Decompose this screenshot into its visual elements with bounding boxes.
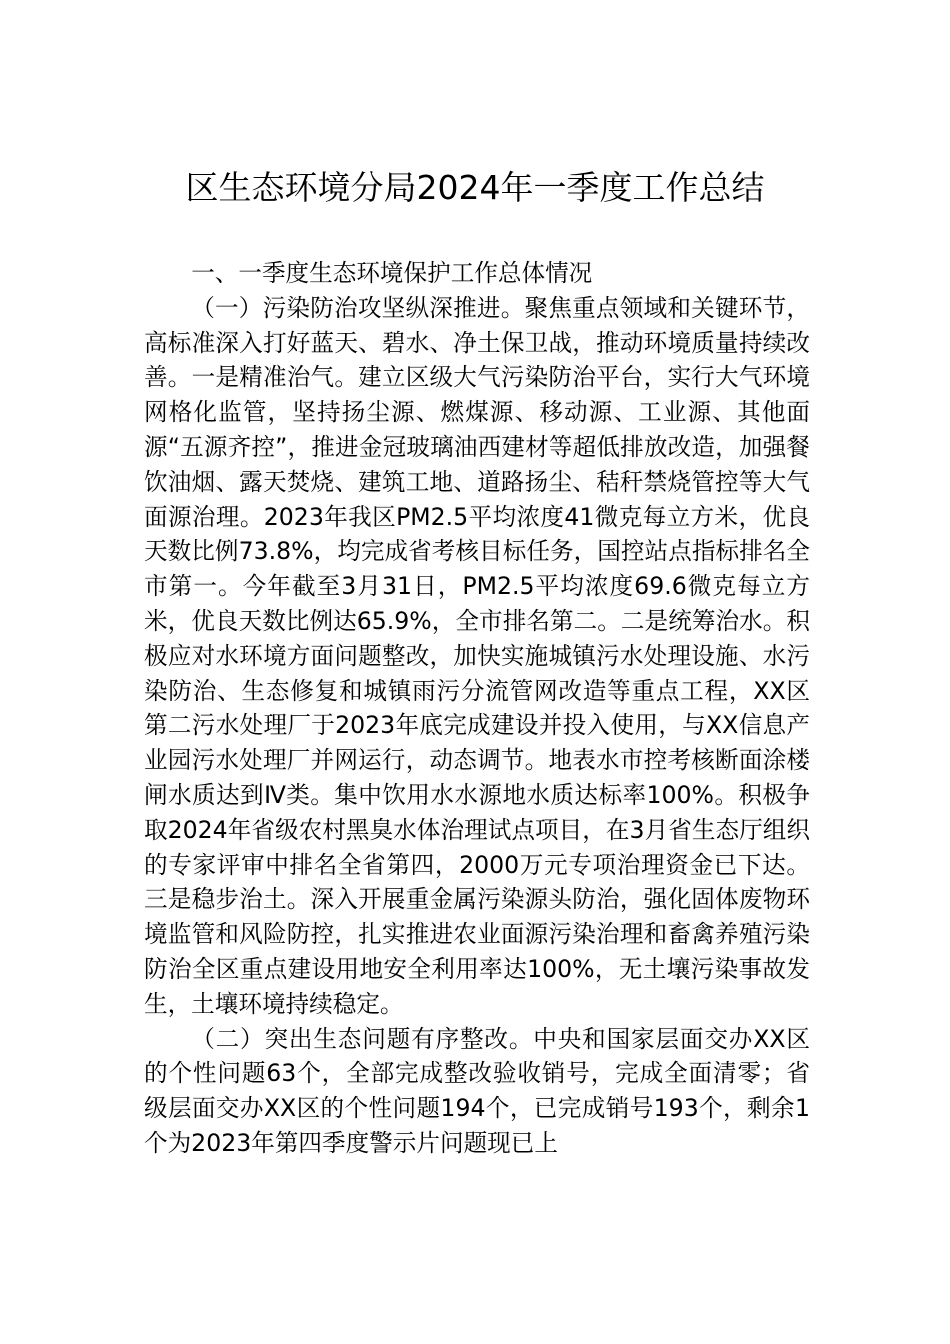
document-title: 区生态环境分局2024年一季度工作总结 [185,168,765,207]
document-body [144,256,810,1161]
paragraph-pollution-control: （一）污染防治攻坚纵深推进。聚焦重点领域和关键环节，高标准深入打好蓝天、碧水、净土保卫战，推动环境质量持续改善。一是精准治气。建立区级大气污染防治平台，实行大气环境网格化监管，坚持扬尘源、燃煤源、移动源、工业源、其他面源“五源齐控”，推进金冠玻璃油西建材等超低排放改造，加强餐饮油烟、露天焚烧、建筑工地、道路扬尘、秸秆禁烧管控等大气面源治理。2023年我区PM2.5平均浓度41微克每立方米，优良天数比例73.8%，均完成省考核目标任务，国控站点指标排名全市第一。今年截至3月31日，PM2.5平均浓度69.6微克每立方米，优良天数比例达65.9%，全市排名第二。二是统筹治水。积极应对水环境方面问题整改，加快实施城镇污水处理设施、水污染防治、生态修复和城镇雨污分流管网改造等重点工程，XX区第二污水处理厂于2023年底完成建设并投入使用，与XX信息产业园污水处理厂并网运行，动态调节。地表水市控考核断面涂楼闸水质达到Ⅳ类。集中饮用水水源地水质达标率100%。积极争取2024年省级农村黑臭水体治理试点项目，在3月省生态厅组织的专家评审中排名全省第四，2000万元专项治理资金已下达。三是稳步治土。深入开展重金属污染源头防治，强化固体废物环境监管和风险防控，扎实推进农业面源污染治理和畜禽养殖污染防治全区重点建设用地安全利用率达100%，无土壤污染事故发生，土壤环境持续稳定。 [144,293,810,1018]
section-heading: 一、一季度生态环境保护工作总体情况 [191,259,593,287]
paragraph-problem-rectification: （二）突出生态问题有序整改。中央和国家层面交办XX区的个性问题63个，全部完成整改验收销号，完成全面清零；省级层面交办XX区的个性问题194个，已完成销号193个，剩余1个为2023年第四季度警示片问题现已上 [144,1024,810,1157]
